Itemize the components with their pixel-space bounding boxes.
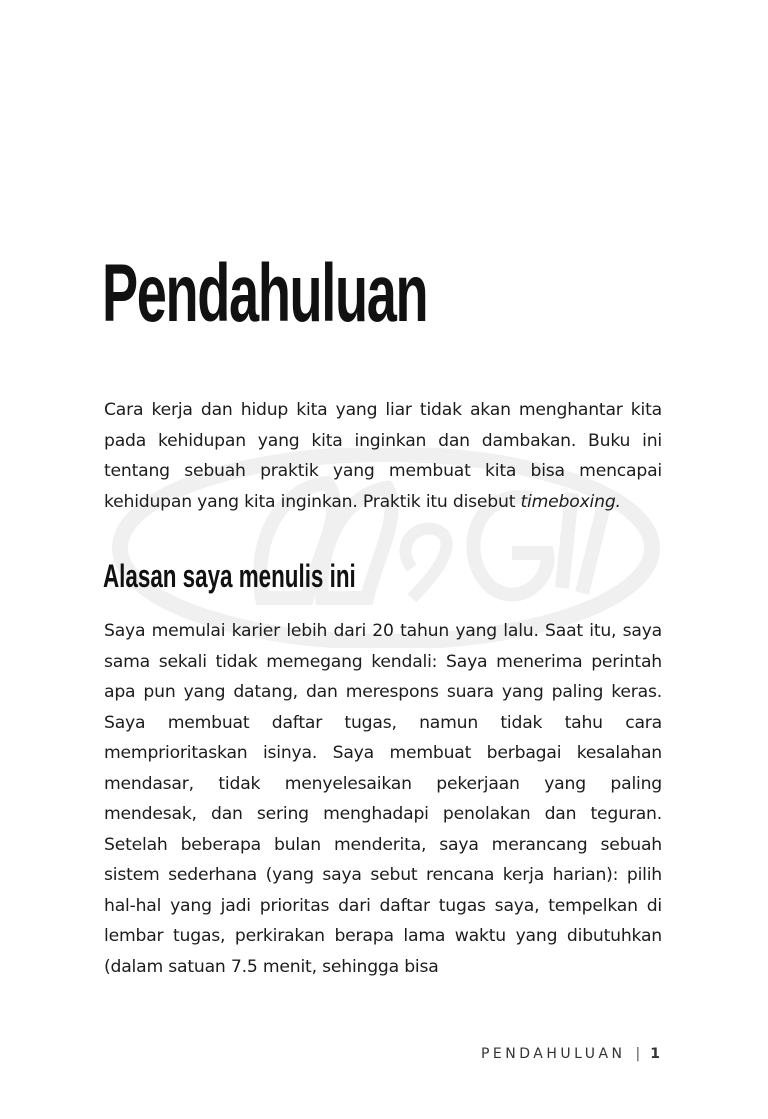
chapter-title: Pendahuluan <box>102 248 428 339</box>
footer-separator: | <box>635 1046 641 1062</box>
page-footer <box>481 1046 660 1062</box>
intro-emphasis: timeboxing. <box>520 491 621 512</box>
section-paragraph: Saya memulai karier lebih dari 20 tahun yang lalu. Saat itu, saya sama sekali tidak memegang kendali: Saya menerima perintah apa pun yang datang, dan merespons suara yang paling keras. Saya membuat daftar tugas, namun tidak tahu cara memprioritaskan isinya. Saya membuat berbagai kesalahan mendasar, tidak menyelesaikan pekerjaan yang paling mendesak, dan sering menghadapi penolakan dan teguran. Setelah beberapa bulan menderita, saya merancang sebuah sistem sederhana (yang saya sebut rencana kerja harian): pilih hal-hal yang jadi prioritas dari daftar tugas saya, tempelkan di lembar tugas, perkirakan berapa lama waktu yang dibutuhkan (dalam satuan 7.5 menit, sehingga bisa <box>104 621 662 977</box>
section-heading: Alasan saya menulis ini <box>103 558 356 594</box>
intro-text: Cara kerja dan hidup kita yang liar tidak akan menghantar kita pada kehidupan yang kita inginkan dan dambakan. Buku ini tentang sebuah praktik yang membuat kita bisa mencapai kehidupan yang kita inginkan. Praktik itu disebut <box>104 400 662 512</box>
running-head: PENDAHULUAN <box>480 1046 626 1062</box>
page-number: 1 <box>650 1046 660 1062</box>
intro-paragraph <box>104 395 662 517</box>
